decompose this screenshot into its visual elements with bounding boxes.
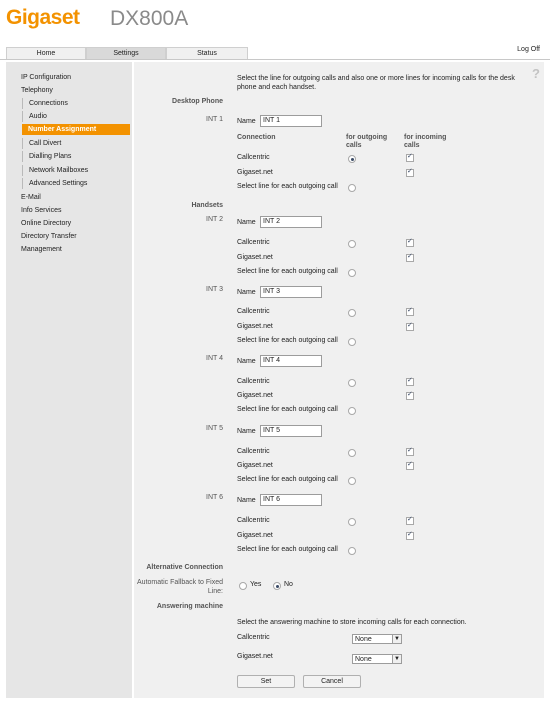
sidebar-item-network-mailboxes[interactable]: Network Mailboxes bbox=[22, 165, 130, 176]
int6-callcentric-outgoing-radio[interactable] bbox=[348, 518, 356, 526]
am-line-gigaset: Gigaset.net bbox=[237, 653, 273, 660]
desktop-phone-heading: Desktop Phone bbox=[172, 98, 223, 105]
int6-select-each-label: Select line for each outgoing call bbox=[237, 546, 338, 553]
cancel-button[interactable]: Cancel bbox=[303, 675, 361, 688]
tab-status[interactable]: Status bbox=[166, 47, 248, 59]
int6-select-each-radio[interactable] bbox=[348, 547, 356, 555]
alternative-connection-heading: Alternative Connection bbox=[146, 564, 223, 571]
int1-name-label: Name bbox=[237, 118, 256, 125]
am-gigaset-select[interactable] bbox=[352, 654, 402, 664]
tab-home[interactable]: Home bbox=[6, 47, 86, 59]
logoff-link[interactable]: Log Off bbox=[517, 46, 540, 53]
int3-callcentric-incoming-checkbox[interactable] bbox=[406, 308, 414, 316]
sidebar-item-management[interactable]: Management bbox=[21, 246, 62, 253]
col-connection-header: Connection bbox=[237, 134, 276, 141]
fallback-yes-radio[interactable] bbox=[239, 582, 247, 590]
int4-select-each-radio[interactable] bbox=[348, 407, 356, 415]
int1-select-each-label: Select line for each outgoing call bbox=[237, 183, 338, 190]
sidebar-item-info-services[interactable]: Info Services bbox=[21, 207, 62, 214]
int3-name-input[interactable]: INT 3 bbox=[260, 286, 322, 298]
int5-name-label: Name bbox=[237, 428, 256, 435]
model-name: DX800A bbox=[110, 7, 189, 30]
sidebar-item-number-assignment[interactable]: Number Assignment bbox=[22, 124, 130, 135]
int4-callcentric-incoming-checkbox[interactable] bbox=[406, 378, 414, 386]
int2-gigaset-incoming-checkbox[interactable] bbox=[406, 254, 414, 262]
intro-text: Select the line for outgoing calls and also one or more lines for incoming calls for the desk phone and each handset. bbox=[237, 75, 515, 91]
sidebar-item-connections[interactable]: Connections bbox=[22, 98, 130, 109]
answering-machine-intro: Select the answering machine to store incoming calls for each connection. bbox=[237, 619, 467, 626]
sidebar-item-advanced-settings[interactable]: Advanced Settings bbox=[22, 178, 130, 189]
int3-label: INT 3 bbox=[206, 286, 223, 293]
set-button[interactable]: Set bbox=[237, 675, 295, 688]
sidebar-item-email[interactable]: E-Mail bbox=[21, 194, 41, 201]
int1-name-input[interactable]: INT 1 bbox=[260, 115, 322, 127]
sidebar-item-call-divert[interactable]: Call Divert bbox=[22, 138, 130, 149]
int2-name-label: Name bbox=[237, 219, 256, 226]
int6-label: INT 6 bbox=[206, 494, 223, 501]
int2-callcentric-outgoing-radio[interactable] bbox=[348, 240, 356, 248]
col-incoming-header: for incoming calls bbox=[404, 134, 447, 149]
int5-callcentric-incoming-checkbox[interactable] bbox=[406, 448, 414, 456]
sidebar bbox=[6, 62, 132, 698]
int4-name-input[interactable]: INT 4 bbox=[260, 355, 322, 367]
int1-select-each-radio[interactable] bbox=[348, 184, 356, 192]
fallback-no-label: No bbox=[284, 581, 293, 588]
int3-line-gigaset: Gigaset.net bbox=[237, 323, 273, 330]
int2-line-callcentric: Callcentric bbox=[237, 239, 270, 246]
answering-machine-heading: Answering machine bbox=[156, 603, 223, 610]
top-tab-bar bbox=[0, 46, 550, 60]
int6-name-label: Name bbox=[237, 497, 256, 504]
chevron-down-icon: ▼ bbox=[392, 635, 401, 643]
int6-gigaset-incoming-checkbox[interactable] bbox=[406, 532, 414, 540]
int3-line-callcentric: Callcentric bbox=[237, 308, 270, 315]
sidebar-item-dialling-plans[interactable]: Dialling Plans bbox=[22, 151, 130, 162]
int3-select-each-radio[interactable] bbox=[348, 338, 356, 346]
int3-select-each-label: Select line for each outgoing call bbox=[237, 337, 338, 344]
int2-select-each-radio[interactable] bbox=[348, 269, 356, 277]
int4-line-callcentric: Callcentric bbox=[237, 378, 270, 385]
int5-select-each-label: Select line for each outgoing call bbox=[237, 476, 338, 483]
am-callcentric-select[interactable] bbox=[352, 634, 402, 644]
am-line-callcentric: Callcentric bbox=[237, 634, 270, 641]
int4-name-label: Name bbox=[237, 358, 256, 365]
int5-gigaset-incoming-checkbox[interactable] bbox=[406, 462, 414, 470]
handsets-heading: Handsets bbox=[191, 202, 223, 209]
sidebar-item-telephony[interactable]: Telephony bbox=[21, 87, 53, 94]
int1-callcentric-outgoing-radio[interactable] bbox=[348, 155, 356, 163]
int5-line-gigaset: Gigaset.net bbox=[237, 462, 273, 469]
int5-name-input[interactable]: INT 5 bbox=[260, 425, 322, 437]
int3-name-label: Name bbox=[237, 289, 256, 296]
fallback-yes-label: Yes bbox=[250, 581, 262, 588]
int4-line-gigaset: Gigaset.net bbox=[237, 392, 273, 399]
tab-settings[interactable]: Settings bbox=[86, 47, 166, 59]
fallback-no-radio[interactable] bbox=[273, 582, 281, 590]
chevron-down-icon: ▼ bbox=[392, 655, 401, 663]
int1-callcentric-incoming-checkbox[interactable] bbox=[406, 154, 414, 162]
int1-label: INT 1 bbox=[206, 116, 223, 123]
int5-label: INT 5 bbox=[206, 425, 223, 432]
sidebar-item-online-directory[interactable]: Online Directory bbox=[21, 220, 72, 227]
int5-line-callcentric: Callcentric bbox=[237, 448, 270, 455]
int4-label: INT 4 bbox=[206, 355, 223, 362]
int1-gigaset-incoming-checkbox[interactable] bbox=[406, 169, 414, 177]
int2-select-each-label: Select line for each outgoing call bbox=[237, 268, 338, 275]
col-outgoing-header: for outgoing calls bbox=[346, 134, 388, 149]
am-callcentric-select-value: None bbox=[355, 636, 372, 643]
int6-callcentric-incoming-checkbox[interactable] bbox=[406, 517, 414, 525]
help-icon[interactable]: ? bbox=[532, 66, 540, 81]
int2-line-gigaset: Gigaset.net bbox=[237, 254, 273, 261]
sidebar-item-directory-transfer[interactable]: Directory Transfer bbox=[21, 233, 77, 240]
int5-select-each-radio[interactable] bbox=[348, 477, 356, 485]
int2-callcentric-incoming-checkbox[interactable] bbox=[406, 239, 414, 247]
sidebar-item-audio[interactable]: Audio bbox=[22, 111, 130, 122]
int3-callcentric-outgoing-radio[interactable] bbox=[348, 309, 356, 317]
int6-name-input[interactable]: INT 6 bbox=[260, 494, 322, 506]
int2-label: INT 2 bbox=[206, 216, 223, 223]
fallback-label: Automatic Fallback to Fixed Line: bbox=[137, 579, 223, 595]
sidebar-item-ip-configuration[interactable]: IP Configuration bbox=[21, 74, 72, 81]
int1-line-callcentric: Callcentric bbox=[237, 154, 270, 161]
int4-callcentric-outgoing-radio[interactable] bbox=[348, 379, 356, 387]
int2-name-input[interactable]: INT 2 bbox=[260, 216, 322, 228]
int5-callcentric-outgoing-radio[interactable] bbox=[348, 449, 356, 457]
int1-line-gigaset: Gigaset.net bbox=[237, 169, 273, 176]
int6-line-callcentric: Callcentric bbox=[237, 517, 270, 524]
int4-select-each-label: Select line for each outgoing call bbox=[237, 406, 338, 413]
int3-gigaset-incoming-checkbox[interactable] bbox=[406, 323, 414, 331]
int6-line-gigaset: Gigaset.net bbox=[237, 532, 273, 539]
am-gigaset-select-value: None bbox=[355, 656, 372, 663]
brand-logo: Gigaset bbox=[6, 6, 80, 29]
int4-gigaset-incoming-checkbox[interactable] bbox=[406, 392, 414, 400]
